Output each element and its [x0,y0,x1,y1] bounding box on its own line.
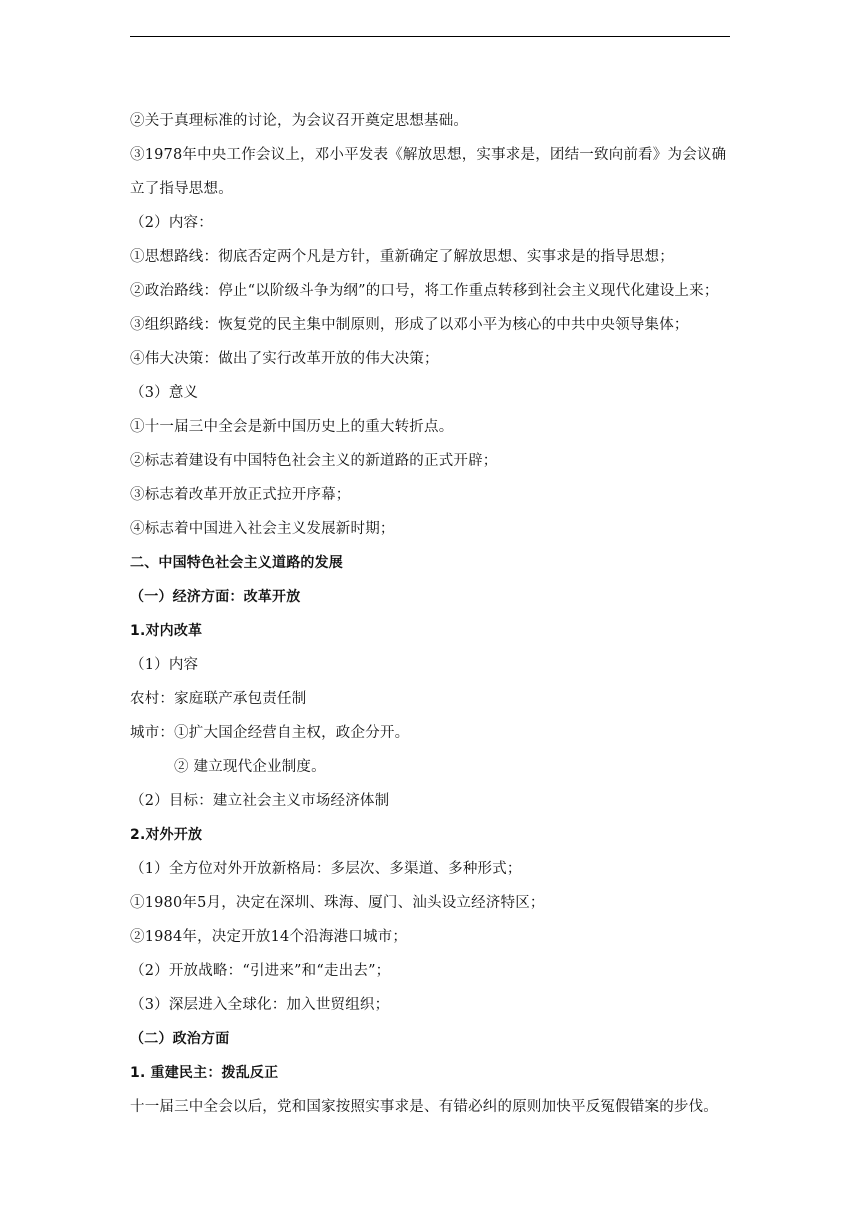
paragraph: ④标志着中国进入社会主义发展新时期； [130,521,395,537]
paragraph: ②1984年，决定开放14个沿海港口城市； [130,929,408,945]
header-rule [130,36,730,37]
paragraph: （3）意义 [130,385,199,401]
paragraph: ③组织路线：恢复党的民主集中制原则，形成了以邓小平为核心的中共中央领导集体； [130,317,689,333]
paragraph: 城市：①扩大国企经营自主权，政企分开。 [130,725,410,741]
paragraph: ②政治路线：停止“以阶级斗争为纲”的口号，将工作重点转移到社会主义现代化建设上来； [130,283,719,299]
subsection-heading: 2.对外开放 [130,827,203,843]
section-heading: 二、中国特色社会主义道路的发展 [130,555,343,571]
subsection-heading: （一）经济方面：改革开放 [130,589,301,605]
subsection-heading: 1. 重建民主：拨乱反正 [130,1065,279,1081]
paragraph: （3）深层进入全球化：加入世贸组织； [130,997,390,1013]
paragraph: ④伟大决策：做出了实行改革开放的伟大决策； [130,351,439,367]
paragraph: 十一届三中全会以后，党和国家按照实事求是、有错必纠的原则加快平反冤假错案的步伐。 [130,1099,718,1115]
paragraph: （2）开放战略：“引进来”和“走出去”； [130,963,391,979]
paragraph: ②关于真理标准的讨论，为会议召开奠定思想基础。 [130,113,469,129]
paragraph: 农村：家庭联产承包责任制 [130,691,307,707]
paragraph: ①1980年5月，决定在深圳、珠海、厦门、汕头设立经济特区； [130,895,545,911]
subsection-heading: （二）政治方面 [130,1031,230,1047]
paragraph: ③1978年中央工作会议上，邓小平发表《解放思想，实事求是，团结一致向前看》为会议确立了指导思想。 [130,147,727,197]
document-body [130,104,740,1124]
paragraph: （2）目标：建立社会主义市场经济体制 [130,793,390,809]
paragraph: （1）内容 [130,657,199,673]
paragraph: （1）全方位对外开放新格局：多层次、多渠道、多种形式； [130,861,522,877]
paragraph: ②标志着建设有中国特色社会主义的新道路的正式开辟； [130,453,498,469]
paragraph: （2）内容： [130,215,213,231]
paragraph: ② 建立现代企业制度。 [174,759,326,775]
paragraph: ③标志着改革开放正式拉开序幕； [130,487,351,503]
subsection-heading: 1.对内改革 [130,623,203,639]
paragraph: ①十一届三中全会是新中国历史上的重大转折点。 [130,419,454,435]
paragraph: ①思想路线：彻底否定两个凡是方针，重新确定了解放思想、实事求是的指导思想； [130,249,674,265]
